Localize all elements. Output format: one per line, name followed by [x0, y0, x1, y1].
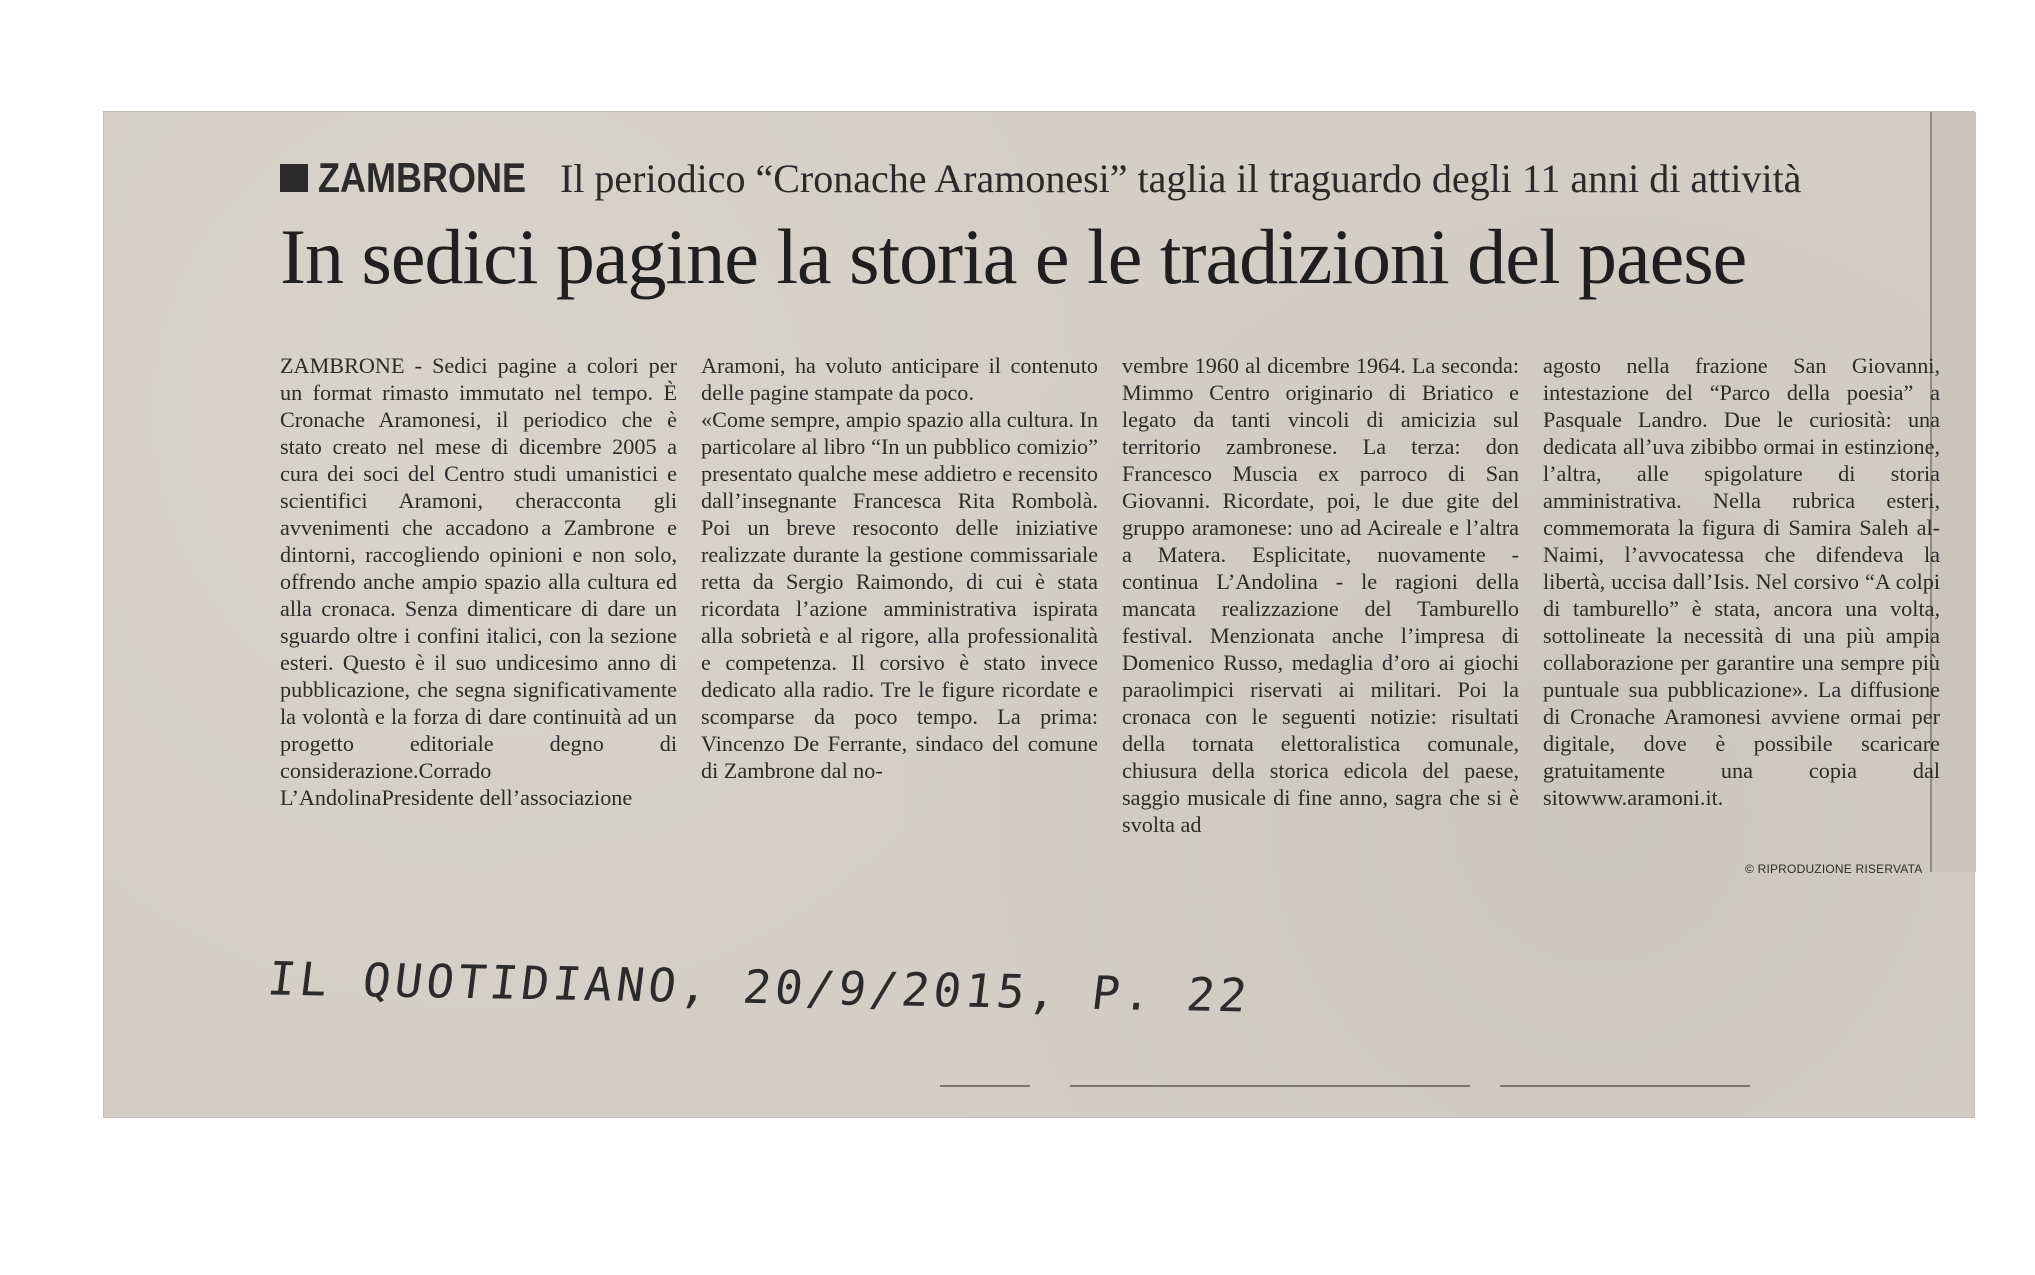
column-text: ZAMBRONE - Sedici pagine a colori per un format rimasto immutato nel tempo. È Cronache Aramonesi, il periodico che è stato creato nel mese di dicembre 2005 a cura dei soci del Centro studi umanistici e scientifici Aramoni, cheracconta gli avvenimenti che accadono a Zambrone e dintorni, raccogliendo opinioni e non solo, offrendo anche ampio spazio alla cultura ed alla cronaca. Senza dimenticare di dare un sguardo oltre i confini italici, con la sezione esteri. Questo è il suo undicesimo anno di pubblicazione, che segna significativamente la volontà e la forza di dare continuità ad un progetto editoriale degno di considerazione.Corrado L’AndolinaPresidente dell’associazione [280, 353, 677, 810]
column-text: vembre 1960 al dicembre 1964. La seconda: Mimmo Centro originario di Briatico e legato da tanti vincoli di amicizia sul territorio zambronese. La terza: don Francesco Muscia ex parroco di San Giovanni. Ricordate, poi, le due gite del gruppo aramonese: uno ad Acireale e l’altra a Matera. Esplicitate, nuovamente - continua L’Andolina - le ragioni della mancata realizzazione del Tamburello festival. Menzionata anche l’impresa di Domenico Russo, medaglia d’oro ai giochi paraolimpici riservati ai militari. Poi la cronaca con le seguenti notizie: risultati della tornata elettoralistica comunale, chiusura della storica edicola del paese, saggio musicale di fine anno, sagra che si è svolta ad [1122, 353, 1519, 837]
article-column-3 [1122, 352, 1519, 838]
divider-line [940, 1085, 1030, 1087]
article-title: In sedici pagine la storia e le tradizioni del paese [280, 213, 1747, 300]
article-column-1 [280, 352, 677, 838]
copyright-note: © RIPRODUZIONE RISERVATA [1745, 862, 1923, 876]
section-square-icon [280, 164, 308, 192]
divider-line [1500, 1085, 1750, 1087]
article-column-4 [1543, 352, 1940, 838]
kicker-line [280, 150, 1940, 206]
section-label: ZAMBRONE [318, 153, 526, 201]
column-text: Aramoni, ha voluto anticipare il contenuto delle pagine stampate da poco. «Come sempre, ampio spazio alla cultura. In particolare al libro “In un pubblico comizio” presentato qualche mese addietro e recensito dall’insegnante Francesca Rita Rombolà. Poi un breve resoconto delle iniziative realizzate durante la gestione commissariale retta da Sergio Raimondo, di cui è stata ricordata l’azione amministrativa ispirata alla sobrietà e al rigore, alla professionalità e competenza. Il corsivo è stato invece dedicato alla radio. Tre le figure ricordate e scomparse da poco tempo. La prima: Vincenzo De Ferrante, sindaco del comune di Zambrone dal no- [701, 353, 1098, 783]
kicker-text: Il periodico “Cronache Aramonesi” taglia il traguardo degli 11 anni di attività [559, 155, 1802, 201]
column-text: agosto nella frazione San Giovanni, intestazione del “Parco della poesia” a Pasquale Landro. Due le curiosità: una dedicata all’uva zibibbo ormai in estinzione, l’altra, alle spigolature di storia amministrativa. Nella rubrica esteri, commemorata la figura di Samira Saleh al-Naimi, l’avvocatessa che difendeva la libertà, uccisa dall’Isis. Nel corsivo “A colpi di tamburello” è stata, ancora una volta, sottolineate la necessità di una più ampia collaborazione per garantire una sempre più puntuale sua pubblicazione». La diffusione di Cronache Aramonesi avviene ormai per digitale, dove è possibile scaricare gratuitamente una copia dal sitowww.aramoni.it. [1543, 353, 1940, 810]
article-column-2 [701, 352, 1098, 838]
headline-block [280, 150, 1940, 302]
article-body [280, 352, 1940, 838]
handwritten-source-note: IL QUOTIDIANO, 20/9/2015, P. 22 [264, 951, 1254, 1023]
divider-line [1070, 1085, 1470, 1087]
